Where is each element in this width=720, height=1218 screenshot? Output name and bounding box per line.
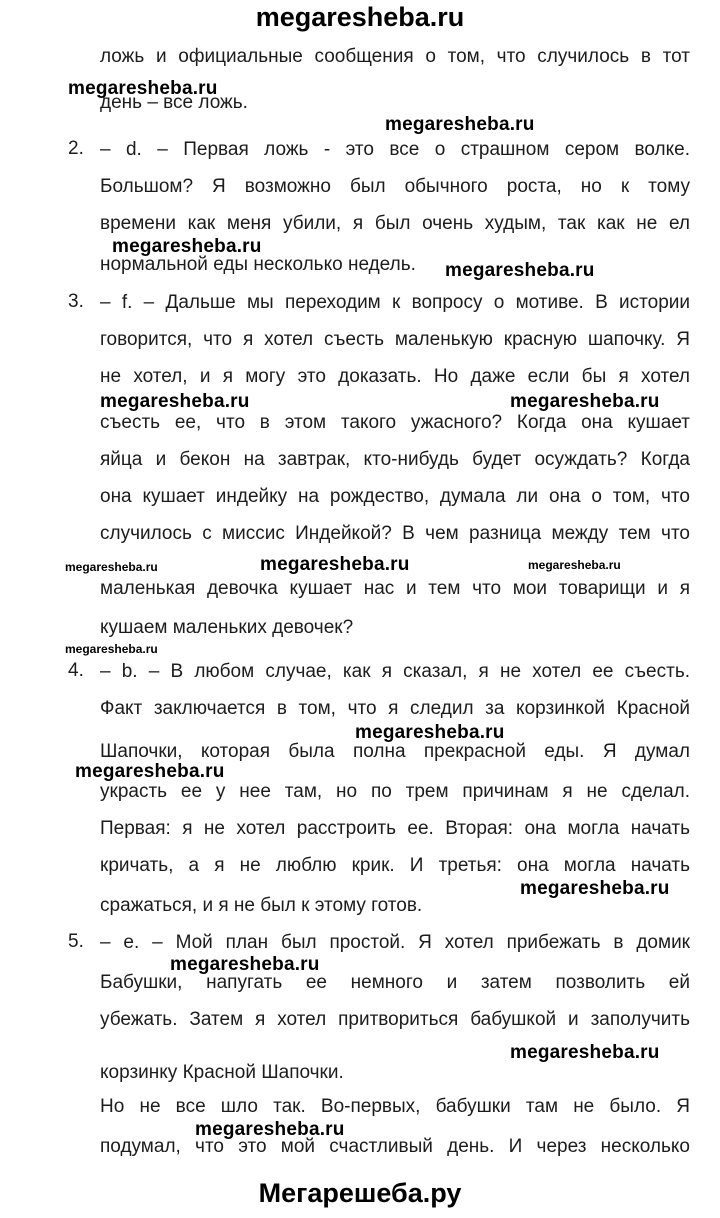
watermark: megaresheba.ru — [68, 78, 218, 99]
watermark: megaresheba.ru — [195, 1119, 345, 1140]
watermark: megaresheba.ru — [170, 954, 320, 975]
list-item-3-line-8: маленькая девочка кушает нас и тем что мои товарищи и я — [100, 578, 690, 599]
header-watermark: megaresheba.ru — [255, 2, 465, 32]
list-item-3-line-2: говорится, что я хотел съесть маленькую красную шапочку. Я — [100, 329, 690, 350]
list-item-3-line-7: случилось с миссис Индейкой? В чем разница между тем что — [100, 523, 690, 544]
list-item-4-line-5: Первая: я не хотел расстроить ее. Вторая: она могла начать — [100, 818, 690, 839]
list-item-3-line-3: не хотел, и я могу это доказать. Но даже если бы я хотел — [100, 366, 690, 387]
list-item-3-line-9: кушаем маленьких девочек? — [100, 617, 354, 638]
list-item-4-line-2: Факт заключается в том, что я следил за корзинкой Красной — [100, 698, 690, 719]
list-item-2-number: 2. — [68, 138, 84, 159]
list-item-3-line-1: – f. – Дальше мы переходим к вопросу о мотиве. В истории — [100, 292, 690, 313]
list-item-4-line-7: сражаться, и я не был к этому готов. — [100, 895, 423, 916]
list-item-3-line-4: съесть ее, что в этом такого ужасного? Когда она кушает — [100, 412, 690, 433]
watermark: megaresheba.ru — [65, 642, 158, 656]
watermark: megaresheba.ru — [385, 114, 535, 135]
list-item-5-line-2: Бабушки, напугать ее немного и затем позволить ей — [100, 972, 690, 993]
intro-line-2: день – все ложь. — [100, 92, 248, 113]
list-item-4-line-1: – b. – В любом случае, как я сказал, я не хотел ее съесть. — [100, 661, 690, 682]
list-item-2-line-3: времени как меня убили, я был очень худым, так как не ел — [100, 213, 690, 234]
list-item-5-number: 5. — [68, 931, 84, 952]
list-item-5-line-1: – e. – Мой план был простой. Я хотел прибежать в домик — [100, 932, 690, 953]
final-line-2: подумал, что это мой счастливый день. И через несколько — [100, 1136, 690, 1157]
list-item-4-number: 4. — [68, 660, 84, 681]
watermark: megaresheba.ru — [75, 761, 225, 782]
list-item-4-line-4: украсть ее у нее там, но по трем причинам я не сделал. — [100, 781, 690, 802]
list-item-2-line-2: Большом? Я возможно был обычного роста, но к тому — [100, 176, 690, 197]
list-item-5-line-3: убежать. Затем я хотел притвориться бабушкой и заполучить — [100, 1009, 690, 1030]
watermark: megaresheba.ru — [260, 554, 410, 575]
list-item-2-line-1: – d. – Первая ложь - это все о страшном сером волке. — [100, 139, 690, 160]
watermark: megaresheba.ru — [528, 558, 621, 572]
list-item-3-number: 3. — [68, 291, 84, 312]
list-item-2-line-4: нормальной еды несколько недель. — [100, 254, 416, 275]
watermark: megaresheba.ru — [65, 560, 158, 574]
list-item-5-line-4: корзинку Красной Шапочки. — [100, 1062, 344, 1083]
watermark: megaresheba.ru — [112, 236, 262, 257]
watermark: megaresheba.ru — [445, 260, 595, 281]
watermark: megaresheba.ru — [510, 391, 660, 412]
list-item-3-line-5: яйца и бекон на завтрак, кто-нибудь будет осуждать? Когда — [100, 449, 690, 470]
final-line-1: Но не все шло так. Во-первых, бабушки там не было. Я — [100, 1096, 690, 1117]
footer-watermark: Мегарешеба.ру — [258, 1178, 462, 1208]
intro-line-1: ложь и официальные сообщения о том, что случилось в тот — [100, 46, 690, 67]
watermark: megaresheba.ru — [100, 391, 250, 412]
watermark: megaresheba.ru — [355, 722, 505, 743]
watermark: megaresheba.ru — [510, 1042, 660, 1063]
watermark: megaresheba.ru — [520, 878, 670, 899]
list-item-3-line-6: она кушает индейку на рождество, думала ли она о том, что — [100, 486, 690, 507]
list-item-4-line-6: кричать, а я не люблю крик. И третья: она могла начать — [100, 855, 690, 876]
list-item-4-line-3: Шапочки, которая была полна прекрасной еды. Я думал — [100, 741, 690, 762]
